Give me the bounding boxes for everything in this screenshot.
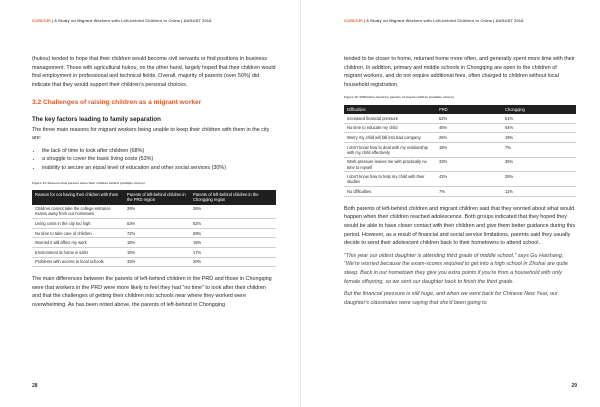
quote-paragraph: "This year our oldest daughter is attending third grade of middle school," says Gu Haishang, "We're worried because the exam-scores required to get into a high school in Zhuhai are quite steep. Back in our hometown they give you extra points if you're from a household with only female offspring, so we sent our daughter back to finish the third grade. [344,252,568,285]
table-header-cell: Chongqing [502,105,576,114]
table-header-cell: Parents of left-behind children in the Chongqing region [190,190,276,204]
table-row [32,219,276,229]
figure-14-caption: Figure 14: Reasons that parents leave their children behind (multiple choice) [32,180,145,185]
table-cell: 46% [436,123,502,133]
table-cell: 15% [436,142,502,157]
sub-heading: The key factors leading to family separation [32,115,161,123]
table-cell: 28% [124,205,190,219]
table-header-cell: Difficulties [344,105,436,114]
table-header-cell: Reason for not having their children with them [32,190,124,204]
table-cell: No difficulties [344,187,436,197]
table-cell: Worry my child will fall into bad company [344,133,436,143]
table-cell: No time to take care of children [32,228,124,238]
right-page [300,0,600,407]
table-cell: 42% [436,172,502,187]
table-cell: 26% [436,133,502,143]
figure-15-caption: Figure 15: Difficulties faced by parents of stayed children (multiple choice) [344,95,454,100]
right-page-number: 29 [571,383,577,389]
left-header-title: | A Study on Migrant Workers with Left-behind Children in China | AUGUST 2018 [50,18,212,23]
table-row [344,142,576,157]
left-column [32,55,276,314]
reason-item: • a struggle to cover the basic living costs (53%) [42,155,276,164]
table-cell: 25% [502,172,576,187]
reason-item: • inability to secure an equal level of education and other social services (30%) [42,164,276,173]
right-header-org: CORI/CEI [344,18,363,23]
left-header-org: CORI/CEI [32,18,51,23]
table-cell: 59% [190,228,276,238]
table-cell: 36% [502,157,576,172]
table-cell: 18% [124,238,190,248]
table-cell: 19% [190,238,276,248]
right-running-header [344,18,523,23]
reasons-table [32,190,276,267]
table-row [344,157,576,172]
right-paragraph: Both parents of left-behind children and migrant children said that they worried about what would happen when their children reached adolescence. Both groups indicated that they hoped they would be able to have closer contact with their children and give them better guidance during this period. However, as a result of financial and social service limitations, parents said they usually decide to send their adolescent children back to their hometowns to attend school. [344,205,576,247]
table-cell: Increased financial pressure [344,114,436,123]
table-row [32,238,276,248]
table-cell: 33% [436,157,502,172]
table-header-cell: Parents of left-behind children in the PRD region [124,190,190,204]
table-header-cell: PRD [436,105,502,114]
left-running-header [32,18,211,23]
table-cell: 7% [436,187,502,197]
table-cell: Environment at home is safer [32,248,124,258]
left-intro-paragraph: (hukou) tended to hope that their children would become civil servants or find positions in business management. Those with agricultural hukou, on the other hand, largely hoped that their children would find employment in professional and technical fields. Overall, majority of parents (over 50%) did indicate that they would support their children's personal choices. [32,56,276,88]
table-row [344,123,576,133]
table-cell: 72% [124,228,190,238]
quote-paragraph: But the financial pressure is still huge, and when we went back for Chinese New Year, our daughter's classmates were saying that she'd been going to [344,291,558,306]
table-row [32,228,276,238]
table-row [344,172,576,187]
right-column [344,55,576,311]
right-intro-paragraph: tended to be closer to home, returned home more often, and generally spent more time with their children. In addition, primary and middle schools in Chongqing are open to the children of migrant workers, and do not require additional fees, often charged to children without local household registration. [344,56,575,88]
table-cell: 26% [190,205,276,219]
left-closing-paragraph: The main differences between the parents of left-behind children in the PRD and those in Chongqing were that workers in the PRD were more likely to feel they had "no time" to look after their children and that the challenges of getting their children into schools near where they worked were overwhelming. As has been noted above, the parents of left-behind in Chongqing [32,276,272,308]
table-row [32,257,276,267]
table-header-row [32,190,276,204]
table-cell: 33% [124,257,190,267]
reasons-list [32,147,276,173]
table-cell: 62% [436,114,502,123]
table-cell: 53% [124,219,190,229]
table-cell: 7% [502,142,576,157]
table-row [344,187,576,197]
table-cell: 20% [190,257,276,267]
reasons-intro: The three main reasons for migrant workers being unable to keep their children with them in the city are: [32,126,270,142]
table-row [32,248,276,258]
table-cell: Living costs in the city too high [32,219,124,229]
table-cell: 15% [124,248,190,258]
section-heading: 3.2 Challenges of raising children as a migrant worker [32,99,202,107]
table-cell: Problems with access to local schools [32,257,124,267]
table-cell: Work pressure leaves me with practically no time to myself [344,157,436,172]
table-cell: I don't know how to deal with my relationship with my child effectively [344,142,436,157]
table-row [32,205,276,219]
left-page-number: 28 [32,383,38,389]
table-cell: 11% [502,187,576,197]
table-row [344,114,576,123]
right-header-title: | A Study on Migrant Workers with Left-behind Children in China | AUGUST 2018 [362,18,524,23]
table-cell: 17% [190,248,276,258]
table-header-row [344,105,576,114]
table-cell: 19% [502,133,576,143]
table-cell: Worried it will affect my work [32,238,124,248]
table-cell: 54% [502,123,576,133]
difficulties-table [344,105,576,197]
table-cell: No time to educate my child [344,123,436,133]
table-cell: Children cannot take the college entrance exams away from our hometown [32,205,124,219]
table-cell: 61% [502,114,576,123]
table-cell: I don't know how to help my child with their studies [344,172,436,187]
table-row [344,133,576,143]
table-cell: 52% [190,219,276,229]
reason-item: • the lack of time to look after children (68%) [42,147,276,156]
